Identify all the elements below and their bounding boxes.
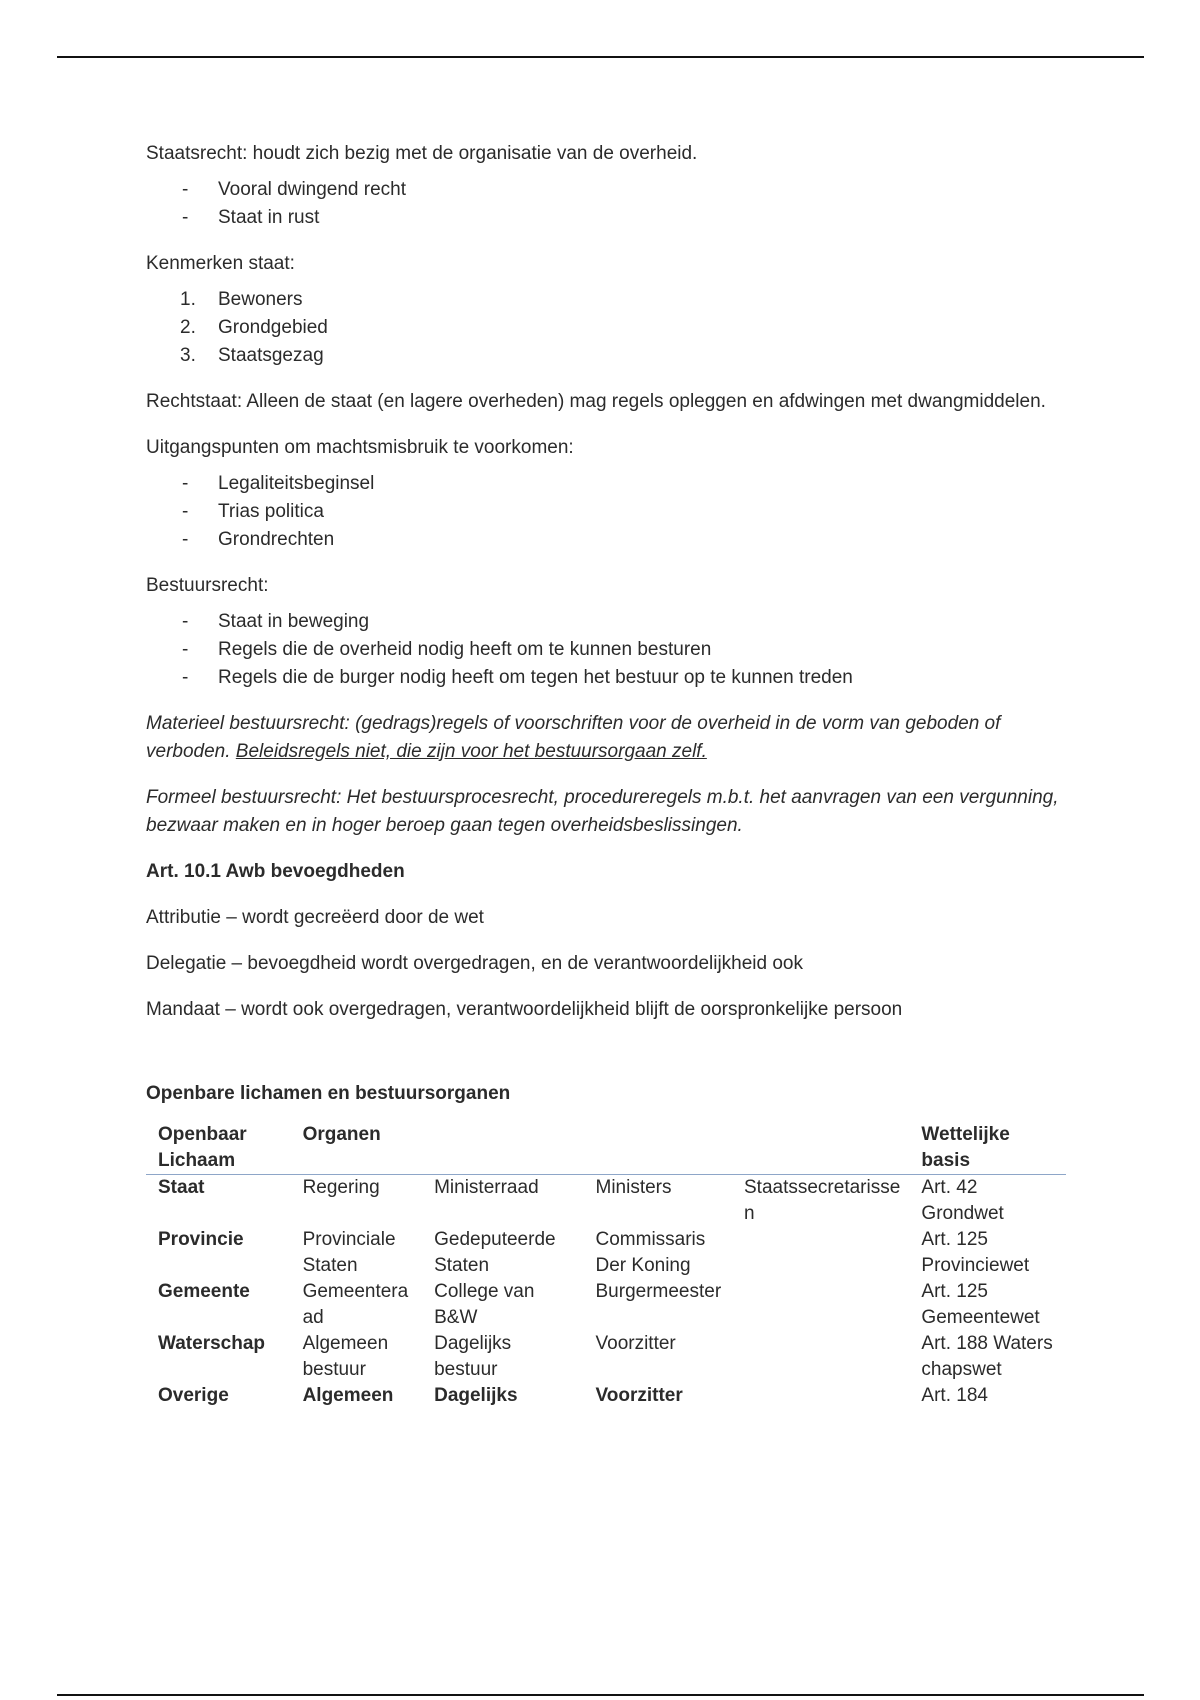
table-row: Provincie Provinciale Staten Gedeputeerde Staten Commissaris Der Koning Art. 125 Provinciewet: [158, 1229, 1030, 1276]
column-header: Organen: [291, 1122, 423, 1175]
column-header: [584, 1122, 733, 1175]
list-item: - Vooral dwingend recht: [146, 176, 1086, 204]
uitgangspunten-list: [146, 470, 1086, 554]
formeel-paragraph: Formeel bestuursrecht: Het bestuursprocesrecht, procedureregels m.b.t. het aanvragen van een vergunning, bezwaar maken en in hoger beroep gaan tegen overheidsbeslissingen.: [146, 787, 1059, 836]
list-item: - Staat in beweging: [182, 611, 370, 632]
list-item: - Regels die de burger nodig heeft om tegen het bestuur op te kunnen treden: [182, 667, 853, 688]
staatsrecht-list: [146, 176, 1086, 232]
organen-table: [146, 1122, 1066, 1409]
table-row: Overige Algemeen Dagelijks Voorzitter Art. 184: [158, 1385, 988, 1406]
attributie-paragraph: Attributie – wordt gecreëerd door de wet: [146, 907, 484, 928]
list-item: - Regels die de overheid nodig heeft om te kunnen besturen: [182, 639, 712, 660]
list-item: 1. Bewoners: [180, 289, 303, 310]
document-body: [146, 140, 1086, 1409]
kenmerken-heading: Kenmerken staat:: [146, 253, 295, 274]
column-header: Openbaar Lichaam: [146, 1122, 291, 1175]
list-item: - Grondrechten: [182, 529, 335, 550]
column-header: [422, 1122, 583, 1175]
list-item: - Legaliteitsbeginsel: [182, 473, 375, 494]
table-header-row: [146, 1122, 1066, 1175]
list-item: - Trias politica: [182, 501, 324, 522]
bullet-marker: -: [182, 179, 189, 200]
delegatie-paragraph: Delegatie – bevoegdheid wordt overgedragen, en de verantwoordelijkheid ook: [146, 953, 804, 974]
table-title: Openbare lichamen en bestuursorganen: [146, 1083, 511, 1104]
kenmerken-list: [146, 286, 1086, 370]
list-item: 3. Staatsgezag: [180, 345, 324, 366]
mandaat-paragraph: Mandaat – wordt ook overgedragen, verantwoordelijkheid blijft de oorspronkelijke persoon: [146, 999, 903, 1020]
table-row: Gemeente Gemeenteraad College van B&W Burgermeester Art. 125 Gemeentewet: [158, 1281, 1040, 1328]
header-rule: [57, 56, 1144, 58]
table-row: Waterschap Algemeen bestuur Dagelijks bestuur Voorzitter Art. 188 Waterschapswet: [158, 1333, 1053, 1380]
list-item: - Staat in rust: [146, 204, 1086, 232]
list-item: 2. Grondgebied: [180, 317, 328, 338]
footer-rule: [57, 1694, 1144, 1696]
materieel-paragraph: Materieel bestuursrecht: (gedrags)regels of voorschriften voor de overheid in de vorm van geboden of verboden. Beleidsregels niet, die zijn voor het bestuursorgaan zelf.: [146, 713, 1001, 762]
staatsrecht-paragraph: Staatsrecht: houdt zich bezig met de organisatie van de overheid.: [146, 143, 698, 164]
rechtsstaat-paragraph: Rechtstaat: Alleen de staat (en lagere overheden) mag regels opleggen en afdwingen met dwangmiddelen.: [146, 391, 1046, 412]
column-header: [732, 1122, 909, 1175]
column-header: Wettelijke basis: [909, 1122, 1066, 1175]
table-row: Staat Regering Ministerraad Ministers Staatssecretarissen Art. 42 Grondwet: [158, 1177, 1004, 1224]
art-heading: Art. 10.1 Awb bevoegdheden: [146, 861, 405, 882]
bestuursrecht-heading: Bestuursrecht:: [146, 575, 269, 596]
bullet-marker: -: [182, 207, 189, 228]
bestuursrecht-list: [146, 608, 1086, 692]
uitgangspunten-heading: Uitgangspunten om machtsmisbruik te voorkomen:: [146, 437, 574, 458]
materieel-underlined: Beleidsregels niet, die zijn voor het bestuursorgaan zelf.: [235, 741, 707, 762]
